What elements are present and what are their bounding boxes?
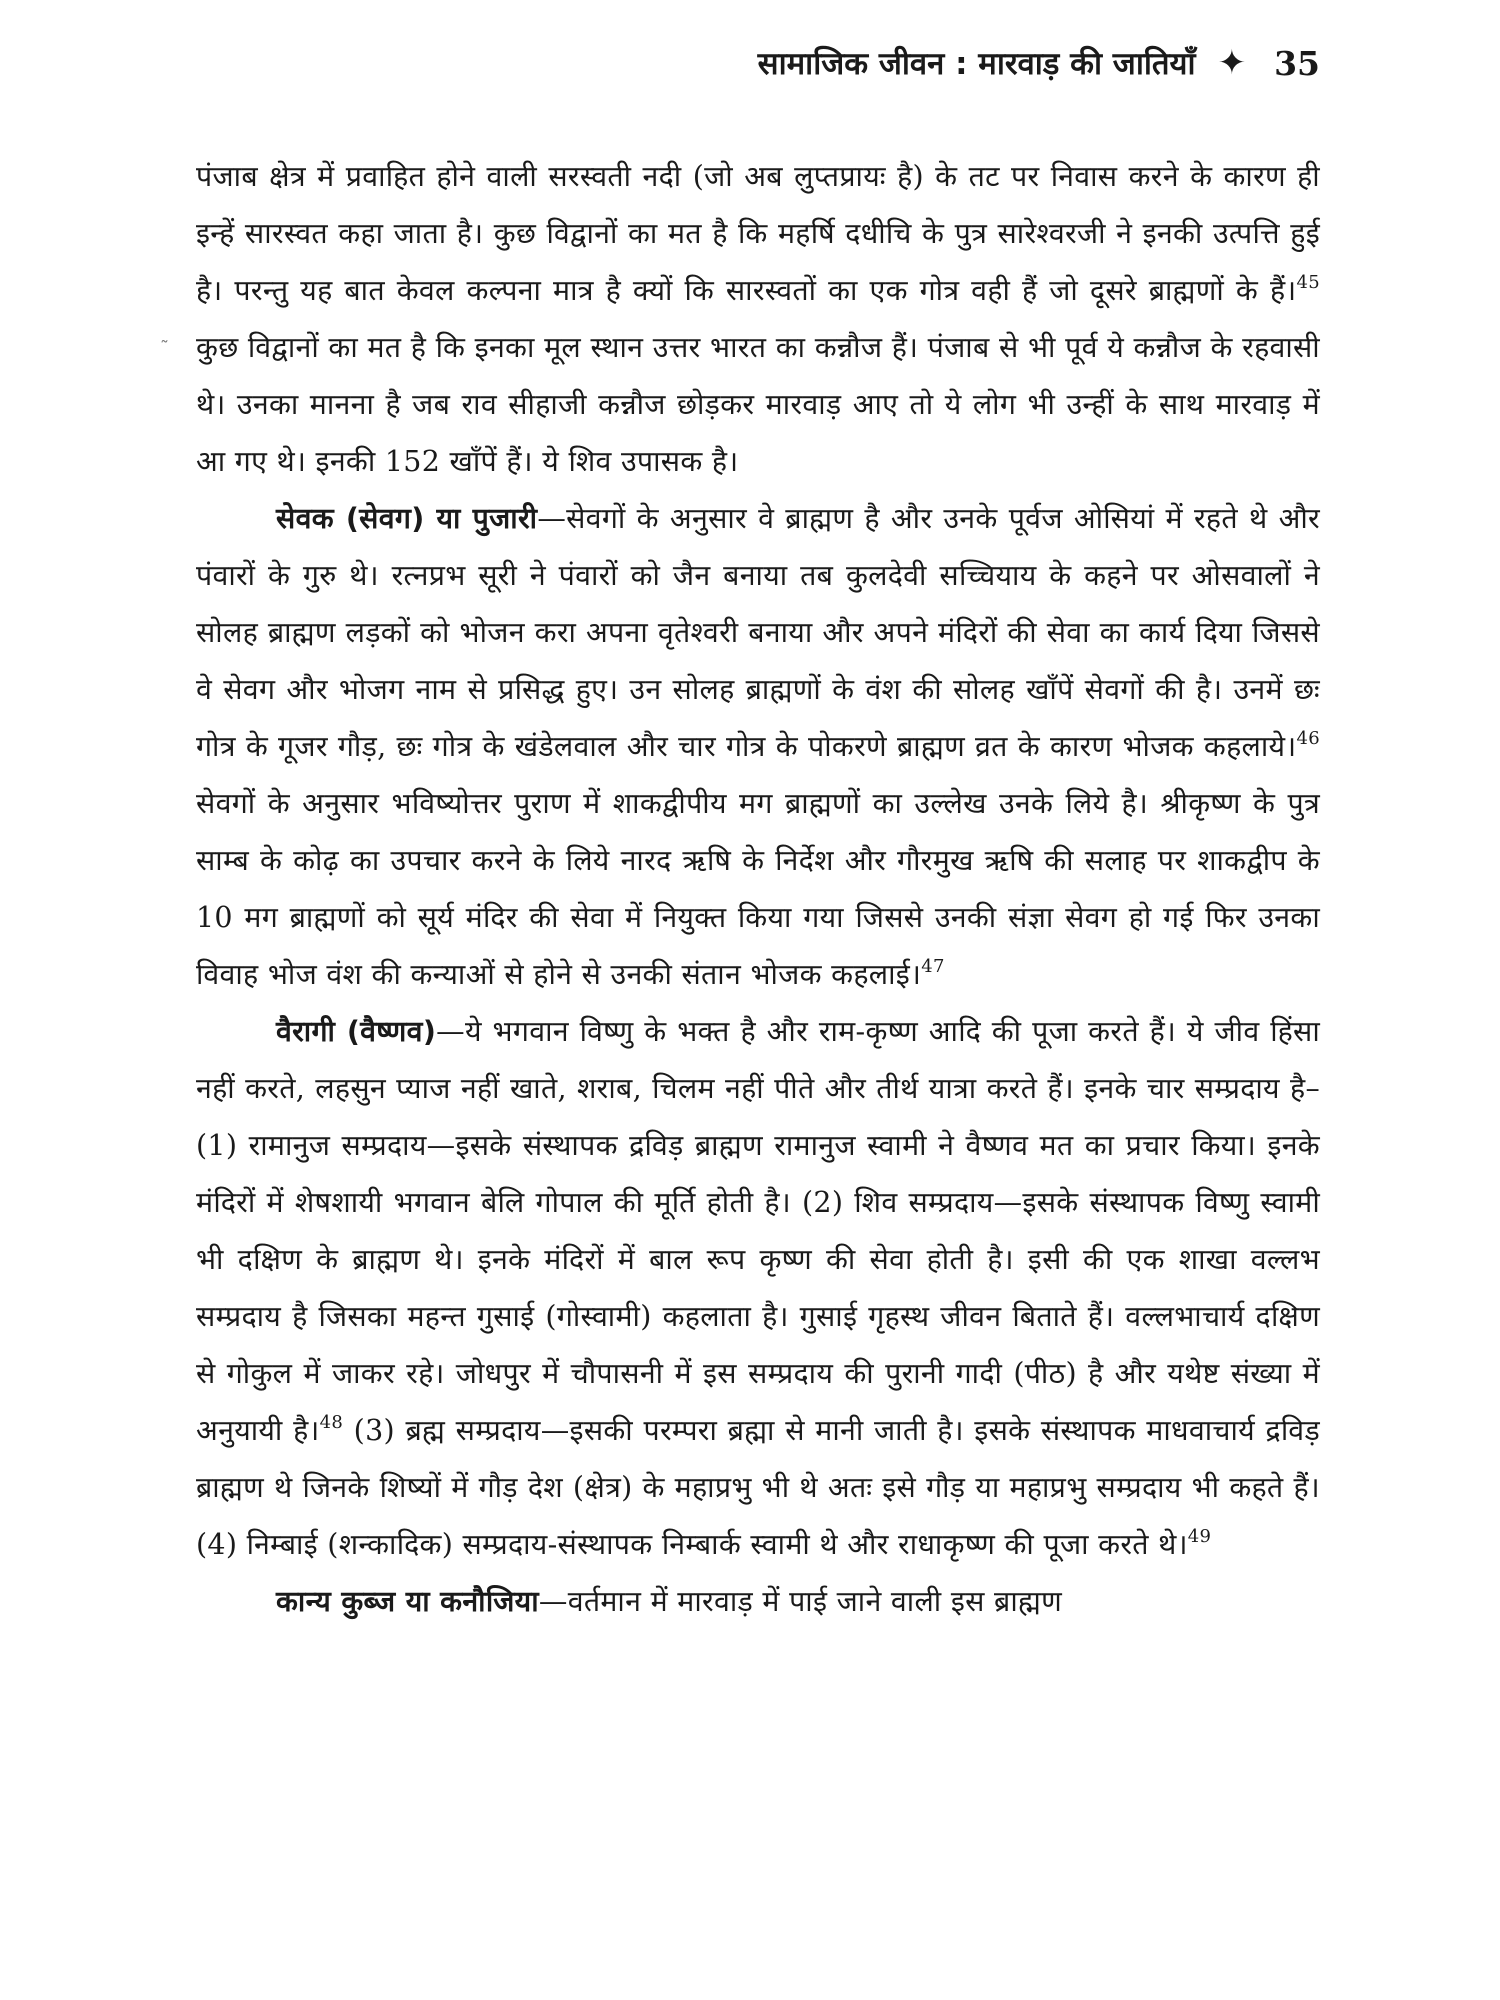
paragraph-text: —ये भगवान विष्णु के भक्त है और राम-कृष्ण आदि की पूजा करते हैं। ये जीव हिंसा नहीं करते, लहसुन प्याज नहीं खाते, शराब, चिलम नहीं पीते और तीर्थ यात्रा करते हैं। इनके चार सम्प्रदाय है–(1) रामानुज सम्प्रदाय—इसके संस्थापक द्रविड़ ब्राह्मण रामानुज स्वामी ने वैष्णव मत का प्रचार किया। इनके मंदिरों में शेषशायी भगवान बेलि गोपाल की मूर्ति होती है। (2) शिव सम्प्रदाय—इसके संस्थापक विष्णु स्वामी भी दक्षिण के ब्राह्मण थे। इनके मंदिरों में बाल रूप कृष्ण की सेवा होती है। इसी की एक शाखा वल्लभ सम्प्रदाय है जिसका महन्त गुसाई (गोस्वामी) कहलाता है। गुसाई गृहस्थ जीवन बिताते हैं। वल्लभाचार्य दक्षिण से गोकुल में जाकर रहे। जोधपुर में चौपासनी में इस सम्प्रदाय की पुरानी गादी (पीठ) है और यथेष्ट संख्या में अनुयायी है। <box>196 1015 1320 1447</box>
footnote-ref[interactable]: 48 <box>319 1412 344 1433</box>
paragraph-text: —वर्तमान में मारवाड़ में पाई जाने वाली इस ब्राह्मण <box>538 1585 1063 1618</box>
footnote-ref[interactable]: 49 <box>1187 1526 1212 1547</box>
page-number: 35 <box>1274 43 1320 83</box>
paragraph-saraswat <box>196 148 1320 490</box>
body-text <box>196 148 1320 1630</box>
paragraph-text: कुछ विद्वानों का मत है कि इनका मूल स्थान उत्तर भारत का कन्नौज हैं। पंजाब से भी पूर्व ये कन्नौज के रहवासी थे। उनका मानना है जब राव सीहाजी कन्नौज छोड़कर मारवाड़ आए तो ये लोग भी उन्हीं के साथ मारवाड़ में आ गए थे। इनकी 152 खाँपें हैं। ये शिव उपासक है। <box>196 331 1320 478</box>
paragraph-text: सेवगों के अनुसार भविष्योत्तर पुराण में शाकद्वीपीय मग ब्राह्मणों का उल्लेख उनके लिये है। श्रीकृष्ण के पुत्र साम्ब के कोढ़ का उपचार करने के लिये नारद ऋषि के निर्देश और गौरमुख ऋषि की सलाह पर शाकद्वीप के 10 मग ब्राह्मणों को सूर्य मंदिर की सेवा में नियुक्त किया गया जिससे उनकी संज्ञा सेवग हो गई फिर उनका विवाह भोज वंश की कन्याओं से होने से उनकी संतान भोजक कहलाई। <box>196 787 1320 991</box>
paragraph-vairagi <box>196 1003 1320 1573</box>
paragraph-text: —सेवगों के अनुसार वे ब्राह्मण है और उनके पूर्वज ओसियां में रहते थे और पंवारों के गुरु थे। रत्नप्रभ सूरी ने पंवारों को जैन बनाया तब कुलदेवी सच्चियाय के कहने पर ओसवालों ने सोलह ब्राह्मण लड़कों को भोजन करा अपना वृतेश्वरी बनाया और अपने मंदिरों की सेवा का कार्य दिया जिससे वे सेवग और भोजग नाम से प्रसिद्ध हुए। उन सोलह ब्राह्मणों के वंश की सोलह खाँपें सेवगों की है। उनमें छः गोत्र के गूजर गौड़, छः गोत्र के खंडेलवाल और चार गोत्र के पोकरणे ब्राह्मण व्रत के कारण भोजक कहलाये। <box>196 502 1321 763</box>
running-head-title: सामाजिक जीवन : मारवाड़ की जातियाँ <box>757 46 1196 82</box>
margin-mark: ˜ <box>160 338 169 359</box>
paragraph-kanyakubj <box>196 1573 1320 1630</box>
diamond-ornament-icon: ✦ <box>1217 43 1247 83</box>
section-heading: वैरागी (वैष्णव) <box>276 1015 437 1048</box>
paragraph-text: पंजाब क्षेत्र में प्रवाहित होने वाली सरस्वती नदी (जो अब लुप्तप्रायः है) के तट पर निवास करने के कारण ही इन्हें सारस्वत कहा जाता है। कुछ विद्वानों का मत है कि महर्षि दधीचि के पुत्र सारेश्वरजी ने इनकी उत्पत्ति हुई है। परन्तु यह बात केवल कल्पना मात्र है क्यों कि सारस्वतों का एक गोत्र वही हैं जो दूसरे ब्राह्मणों के हैं। <box>196 160 1320 307</box>
section-heading: सेवक (सेवग) या पुजारी <box>276 502 538 535</box>
section-heading: कान्य कुब्ज या कनौजिया <box>276 1585 539 1618</box>
paragraph-text: (3) ब्रह्म सम्प्रदाय—इसकी परम्परा ब्रह्मा से मानी जाती है। इसके संस्थापक माधवाचार्य द्रविड़ ब्राह्मण थे जिनके शिष्यों में गौड़ देश (क्षेत्र) के महाप्रभु भी थे अतः इसे गौड़ या महाप्रभु सम्प्रदाय भी कहते हैं। (4) निम्बाई (शन्कादिक) सम्प्रदाय-संस्थापक निम्बार्क स्वामी थे और राधाकृष्ण की पूजा करते थे। <box>196 1414 1320 1561</box>
footnote-ref[interactable]: 45 <box>1296 272 1320 293</box>
paragraph-sevak <box>196 490 1320 1003</box>
footnote-ref[interactable]: 46 <box>1296 728 1320 749</box>
footnote-ref[interactable]: 47 <box>921 956 945 977</box>
running-head <box>758 42 1320 84</box>
